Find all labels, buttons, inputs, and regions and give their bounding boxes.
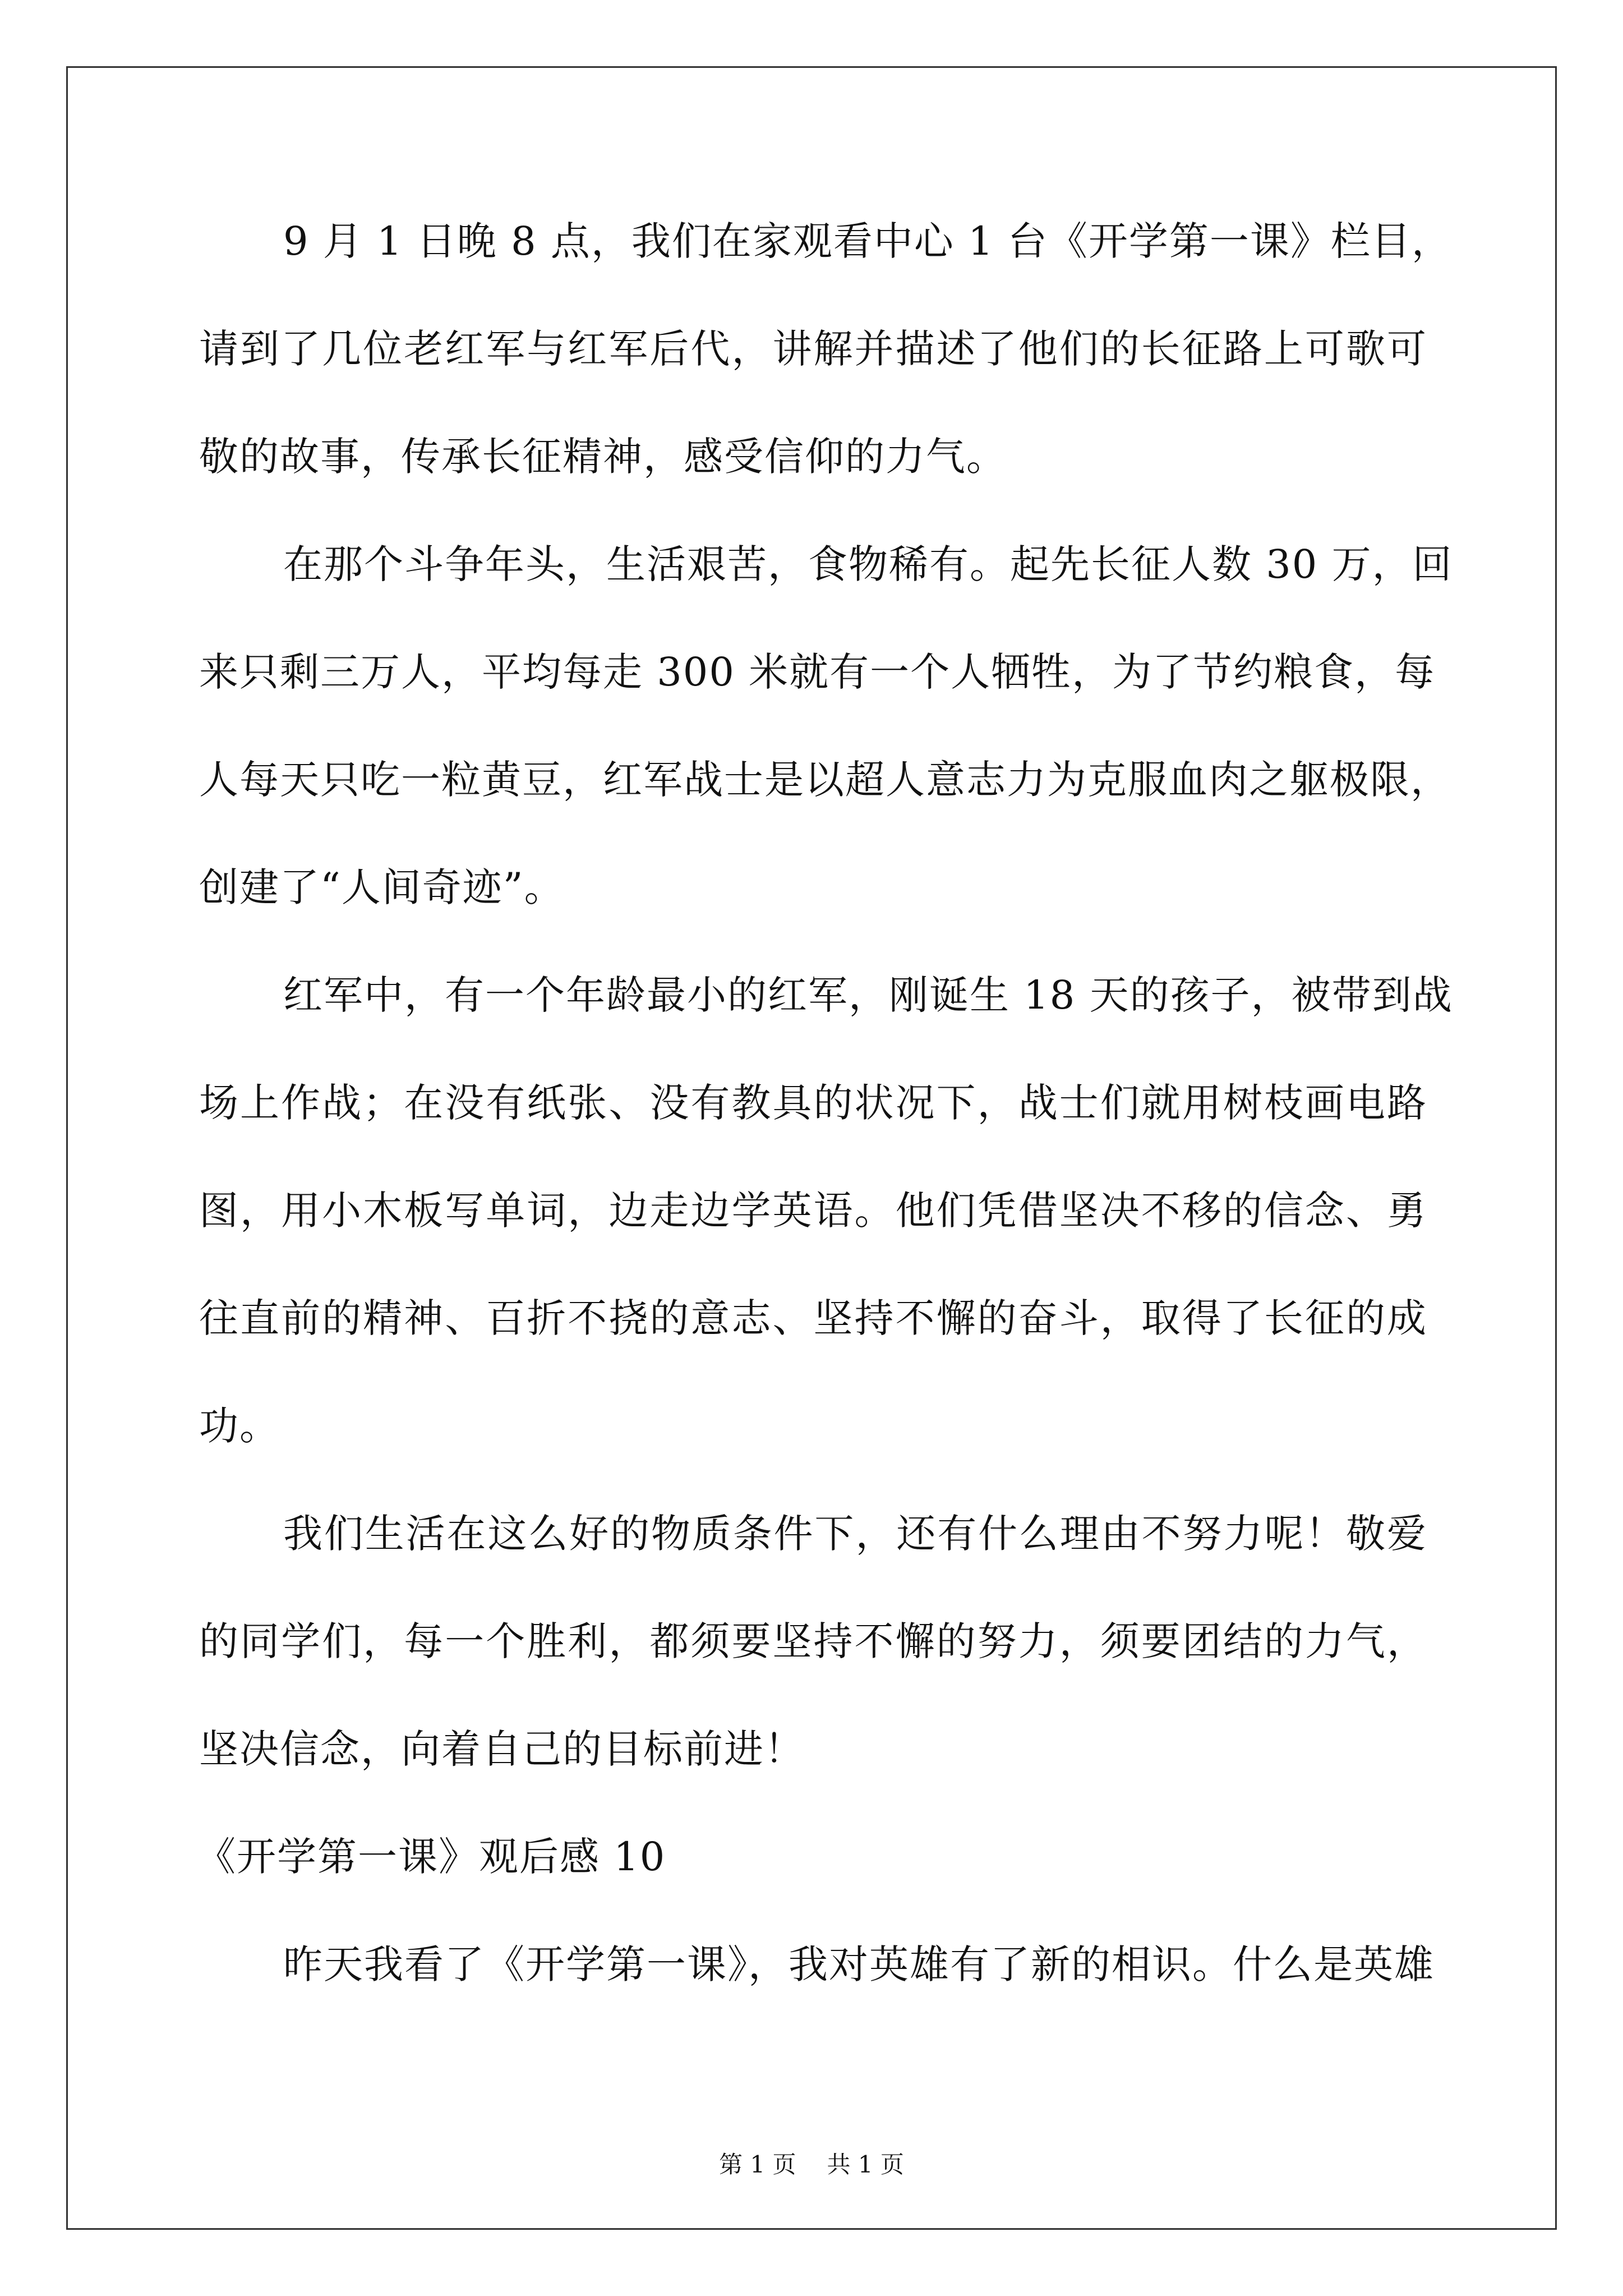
page-number-total: 共 1 页	[827, 2151, 904, 2178]
paragraph-2-line-2: 来只剩三万人，平均每走 300 米就有一个人牺牲，为了节约粮食，每	[199, 649, 1436, 695]
page-number-current: 第 1 页	[719, 2151, 796, 2178]
document-body	[196, 218, 1453, 2053]
paragraph-1-line-2: 请到了几位老红军与红军后代，讲解并描述了他们的长征路上可歌可	[199, 326, 1427, 372]
paragraph-3-line-3: 图，用小木板写单词，边走边学英语。他们凭借坚决不移的信念、勇	[199, 1188, 1427, 1234]
paragraph-1-line-3: 敬的故事，传承长征精神，感受信仰的力气。	[199, 434, 1007, 480]
paragraph-2-line-1: 在那个斗争年头，生活艰苦，食物稀有。起先长征人数 30 万，回	[283, 541, 1453, 587]
paragraph-3-line-5: 功。	[199, 1403, 280, 1449]
section-heading: 《开学第一课》观后感 10	[196, 1834, 666, 1880]
paragraph-3-line-4: 往直前的精神、百折不挠的意志、坚持不懈的奋斗，取得了长征的成	[199, 1295, 1427, 1341]
paragraph-3-line-1: 红军中，有一个年龄最小的红军，刚诞生 18 天的孩子，被带到战	[283, 972, 1453, 1018]
paragraph-4-line-3: 坚决信念，向着自己的目标前进！	[199, 1726, 805, 1772]
paragraph-3-line-2: 场上作战；在没有纸张、没有教具的状况下，战士们就用树枝画电路	[199, 1080, 1427, 1126]
page-footer	[0, 2153, 1623, 2177]
paragraph-5-line-1: 昨天我看了《开学第一课》，我对英雄有了新的相识。什么是英雄	[283, 1941, 1435, 1987]
paragraph-2-line-3: 人每天只吃一粒黄豆，红军战士是以超人意志力为克服血肉之躯极限，	[199, 757, 1451, 803]
paragraph-4-line-1: 我们生活在这么好的物质条件下，还有什么理由不努力呢！敬爱	[283, 1511, 1427, 1557]
paragraph-1-line-1: 9 月 1 日晚 8 点，我们在家观看中心 1 台《开学第一课》栏目，	[283, 218, 1452, 264]
paragraph-4-line-2: 的同学们，每一个胜利，都须要坚持不懈的努力，须要团结的力气，	[199, 1618, 1427, 1664]
paragraph-2-line-4: 创建了“人间奇迹”。	[199, 864, 565, 910]
